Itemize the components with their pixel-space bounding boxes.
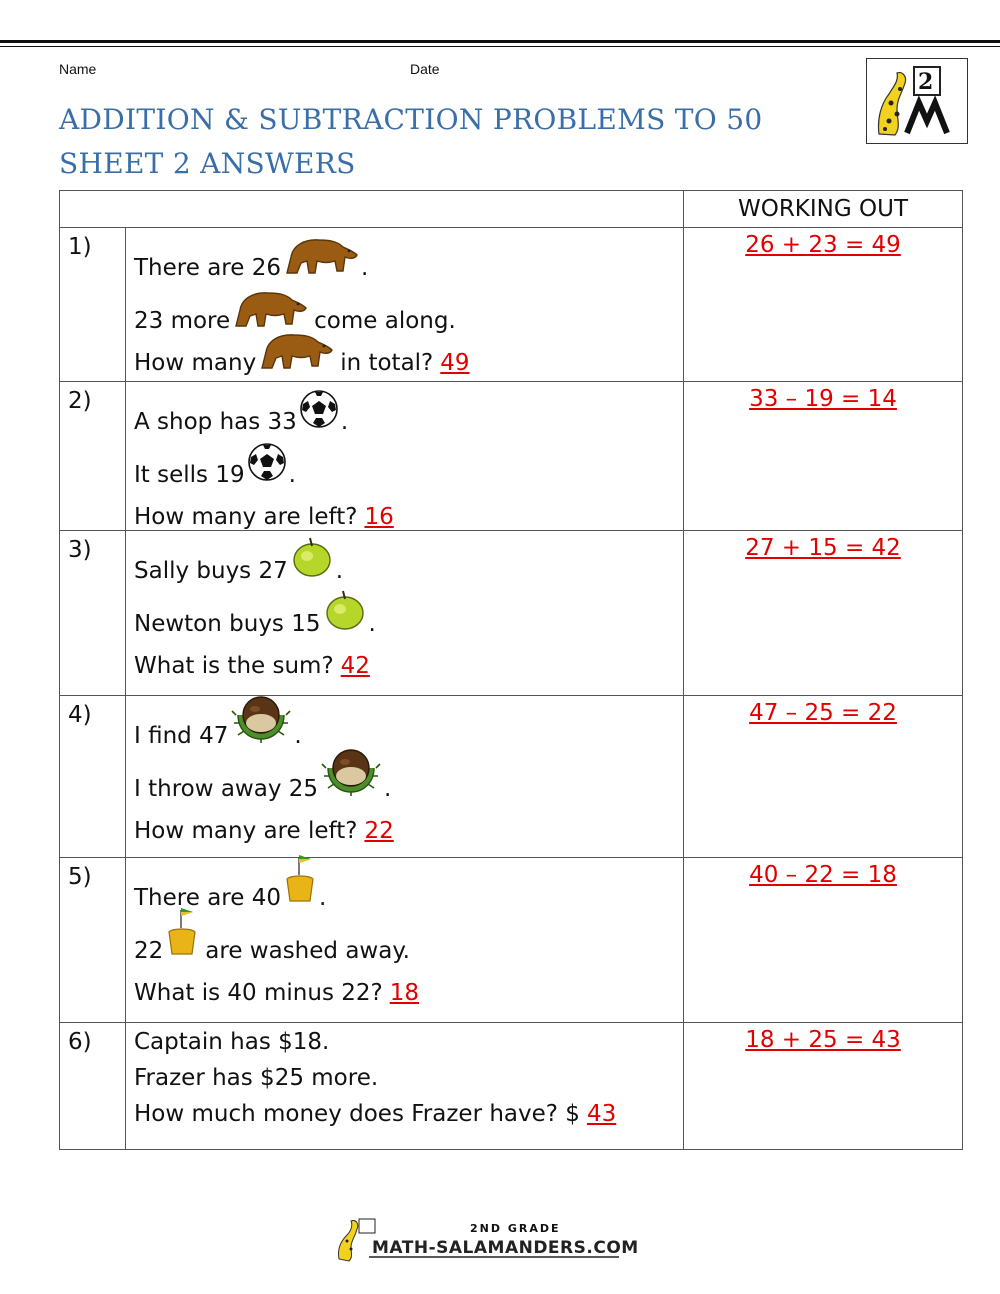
problem-line-text: How many: [134, 350, 257, 376]
problem-row: [60, 1023, 963, 1150]
problem-line-text: How many are left?: [134, 504, 358, 530]
problem-line-text-after: .: [294, 723, 302, 749]
sandcastle-icon: [283, 853, 317, 911]
soccer-ball-icon: [299, 389, 339, 435]
problem-text-cell: [126, 858, 684, 1023]
problem-line-text-after: .: [340, 409, 349, 435]
problem-number: 5): [60, 858, 126, 1023]
problem-line: [126, 696, 683, 749]
problem-line-text: 22: [134, 938, 164, 964]
top-rule: [0, 40, 1000, 43]
problem-text-cell: [126, 382, 684, 531]
problem-line-text: How much money does Frazer have? $: [134, 1101, 580, 1127]
problem-line: [126, 802, 683, 844]
problem-line-text: It sells 19: [134, 462, 245, 488]
working-out-equation: 40 – 22 = 18: [749, 862, 897, 888]
problem-line: [126, 1055, 683, 1091]
logo-grade-number: 2: [918, 69, 934, 95]
conker-icon: [320, 746, 382, 802]
working-out-cell: [684, 858, 963, 1023]
problem-line-text-after: .: [318, 885, 327, 911]
problem-number: 3): [60, 531, 126, 696]
problem-text-cell: [126, 696, 684, 858]
sandcastle-icon: [165, 906, 199, 964]
apple-icon: [323, 587, 367, 637]
problem-line: [126, 858, 683, 911]
problem-line-text-after: .: [288, 462, 296, 488]
problem-line-text: Frazer has $25 more.: [134, 1065, 379, 1091]
salamander-logo: [866, 58, 968, 144]
problem-number: 6): [60, 1023, 126, 1150]
problem-number: 2): [60, 382, 126, 531]
page-title: ADDITION & SUBTRACTION PROBLEMS TO 50: [59, 103, 763, 136]
salamander-icon: [867, 59, 967, 143]
footer-grade-text: 2ND GRADE: [470, 1222, 561, 1235]
answer-value: 22: [364, 818, 394, 844]
working-out-equation: 27 + 15 = 42: [745, 535, 901, 561]
problem-line: [126, 1091, 683, 1127]
problem-line: [126, 637, 683, 679]
problem-line-text-after: .: [384, 776, 392, 802]
problem-line-text: How many are left?: [134, 818, 358, 844]
answer-value: 42: [340, 653, 370, 679]
header-row: [60, 191, 963, 228]
problem-number: 1): [60, 228, 126, 382]
working-out-equation: 47 – 25 = 22: [749, 700, 897, 726]
problem-line: [126, 488, 683, 530]
problem-line: [126, 435, 683, 488]
apple-icon: [290, 534, 334, 584]
problem-line-text-after: in total?: [340, 350, 434, 376]
problem-line-text: What is 40 minus 22?: [134, 980, 383, 1006]
problem-line-text: There are 40: [134, 885, 281, 911]
problem-line-text-after: .: [335, 558, 344, 584]
top-rule-thin: [0, 46, 1000, 47]
problem-text-cell: [126, 228, 684, 382]
bear-icon: [283, 231, 359, 281]
problem-line-text: There are 26: [134, 255, 281, 281]
footer-site-text: MATH-SALAMANDERS.COM: [372, 1238, 639, 1258]
problem-line: [126, 1023, 683, 1055]
problem-line-text-after: come along.: [314, 308, 456, 334]
working-out-cell: [684, 696, 963, 858]
problem-line-text-after: .: [360, 255, 369, 281]
working-out-cell: [684, 228, 963, 382]
working-out-equation: 26 + 23 = 49: [745, 232, 901, 258]
problem-text-cell: [126, 1023, 684, 1150]
problem-line: [126, 334, 683, 376]
problem-text-cell: [126, 531, 684, 696]
problem-line: [126, 228, 683, 281]
answer-value: 49: [440, 350, 470, 376]
problem-line-text-after: .: [368, 611, 376, 637]
answer-value: 43: [586, 1101, 617, 1127]
problem-line-text: I throw away 25: [134, 776, 319, 802]
problem-row: [60, 531, 963, 696]
conker-icon: [230, 693, 292, 749]
problem-line-text: I find 47: [134, 723, 229, 749]
working-out-header: WORKING OUT: [684, 191, 963, 228]
working-out-cell: [684, 382, 963, 531]
problem-line-text: Newton buys 15: [134, 611, 321, 637]
bear-icon: [258, 326, 334, 376]
problem-row: [60, 696, 963, 858]
problem-row: [60, 228, 963, 382]
problem-line: [126, 964, 683, 1006]
working-out-cell: [684, 1023, 963, 1150]
problem-line-text: Captain has $18.: [134, 1029, 330, 1055]
problem-line-text: 23 more: [134, 308, 231, 334]
problem-line-text: What is the sum?: [134, 653, 334, 679]
problem-line-text: Sally buys 27: [134, 558, 288, 584]
problem-line-text: A shop has 33: [134, 409, 297, 435]
problem-line: [126, 531, 683, 584]
working-out-cell: [684, 531, 963, 696]
problem-line: [126, 382, 683, 435]
page-subtitle: SHEET 2 ANSWERS: [59, 147, 356, 180]
answer-value: 18: [389, 980, 420, 1006]
problem-line: [126, 911, 683, 964]
working-out-equation: 33 – 19 = 14: [749, 386, 897, 412]
working-out-equation: 18 + 25 = 43: [745, 1027, 901, 1053]
problem-line-text-after: are washed away.: [205, 938, 410, 964]
problem-number: 4): [60, 696, 126, 858]
soccer-ball-icon: [247, 442, 287, 488]
problem-row: [60, 858, 963, 1023]
problem-row: [60, 382, 963, 531]
header-blank-cell: [60, 191, 684, 228]
name-label: Name: [59, 61, 97, 77]
problem-line: [126, 584, 683, 637]
problem-line: [126, 749, 683, 802]
worksheet-table: [59, 190, 963, 1150]
answer-value: 16: [364, 504, 394, 530]
problem-line: [126, 281, 683, 334]
date-label: Date: [410, 61, 440, 77]
